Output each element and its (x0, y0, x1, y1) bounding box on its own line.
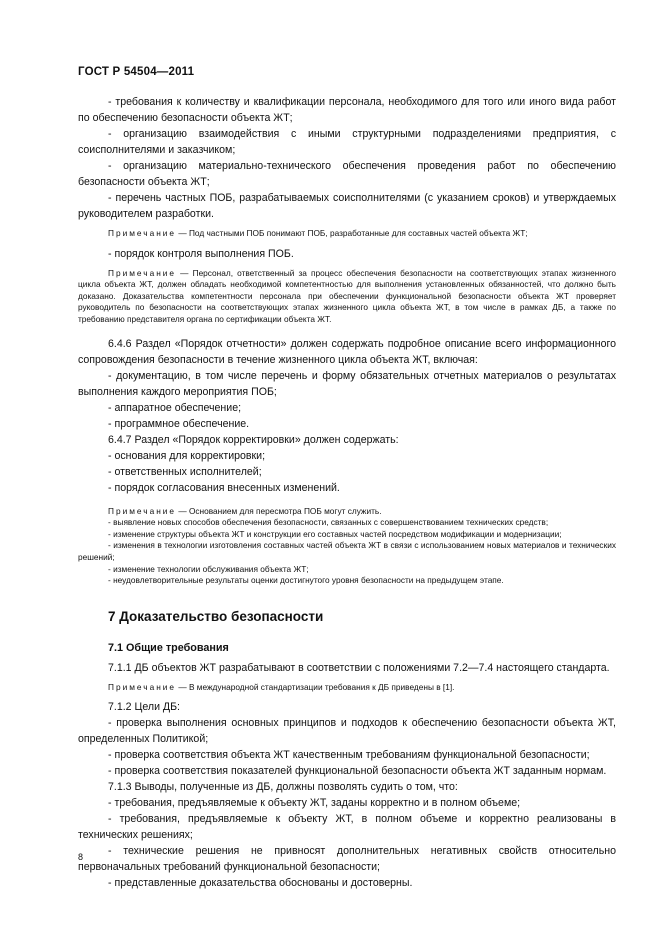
paragraph-6-4-7: 6.4.7 Раздел «Порядок корректировки» должен содержать: (108, 433, 399, 446)
list-item: - перечень частных ПОБ, разрабатываемых соисполнителями (с указанием сроков) и утверждаемых руководителем разработки. (78, 192, 616, 220)
note-text: — Персонал, ответственный за процесс обеспечения безопасности на соответствующих этапах жизненного цикла объекта ЖТ, должен обладать необходимой компетентностью для выполнения установленных обязанностей, что должно быть доказано. Доказательства компетентности персонала при обеспечении функциональной безопасности объекта ЖТ проверяет руководитель по безопасности на соответствующих этапах жизненного цикла объекта ЖТ, в том числе в рамках ДБ, а также по требованию представителя органа по сертификации объекта ЖТ. (78, 267, 616, 324)
list-item: - организацию взаимодействия с иными структурными подразделениями предприятия, с соисполнителями и заказчиком; (78, 128, 616, 156)
note-label: Примечание (108, 681, 177, 692)
list-item: - технические решения не привносят дополнительных негативных свойств относительно первоначальных требований функциональной безопасности; (78, 845, 616, 874)
note-list-item: - выявление новых способов обеспечения безопасности, связанных с совершенствованием технических средств; (108, 517, 549, 528)
note-text: — В международной стандартизации требования к ДБ приведены в [1]. (176, 681, 455, 692)
section-title: 7 Доказательство безопасности (108, 608, 324, 624)
list-item: - требования, предъявляемые к объекту ЖТ, заданы корректно и в полном объеме; (108, 797, 521, 810)
note-paragraph (78, 268, 616, 326)
note-text: — Под частными ПОБ понимают ПОБ, разработанные для составных частей объекта ЖТ; (176, 228, 528, 238)
note-label: Примечание (108, 228, 177, 238)
paragraph-6-4-6: 6.4.6 Раздел «Порядок отчетности» должен содержать подробное описание всего информационного сопровождения безопасности в течение жизненного цикла объекта ЖТ, включая: (78, 337, 616, 366)
list-item: - документацию, в том числе перечень и форму обязательных отчетных материалов о результатах выполнения каждого мероприятия ПОБ; (78, 369, 616, 398)
list-item: - представленные доказательства обоснованы и достоверны. (108, 877, 413, 890)
note-label: Примечание (108, 505, 177, 516)
list-item: - порядок контроля выполнения ПОБ. (108, 247, 294, 260)
list-item: - организацию материально-технического обеспечения проведения работ по обеспечению безопасности объекта ЖТ; (78, 160, 616, 188)
list-item: - порядок согласования внесенных изменений. (108, 481, 340, 494)
note-list-item: - изменения в технологии изготовления составных частей объекта ЖТ в связи с использованием новых материалов и технических решений; (78, 540, 616, 562)
list-item: - проверка соответствия объекта ЖТ качественным требованиям функциональной безопасности; (108, 749, 590, 762)
list-item: - ответственных исполнителей; (108, 465, 262, 478)
list-item: - требования, предъявляемые к объекту ЖТ, в полном объеме и корректно реализованы в технических решениях; (78, 813, 616, 842)
paragraph-7-1-3: 7.1.3 Выводы, полученные из ДБ, должны позволять судить о том, что: (108, 781, 458, 794)
paragraph-7-1-2: 7.1.2 Цели ДБ: (108, 701, 180, 714)
page-number: 8 (78, 852, 84, 862)
list-item: - основания для корректировки; (108, 449, 266, 462)
note-text: — Основанием для пересмотра ПОБ могут служить. (176, 505, 382, 516)
note-list-item: - изменение структуры объекта ЖТ и конструкции его составных частей посредством модификации и модернизации; (108, 528, 562, 539)
document-header: ГОСТ Р 54504—2011 (78, 66, 195, 78)
subsection-title: 7.1 Общие требования (108, 641, 229, 654)
note-paragraph (78, 228, 616, 240)
list-item: - проверка соответствия показателей функциональной безопасности объекта ЖТ заданным нормам. (108, 765, 607, 778)
paragraph-7-1-1: 7.1.1 ДБ объектов ЖТ разрабатывают в соответствии с положениями 7.2—7.4 настоящего стандарта. (108, 661, 610, 674)
note-list-item: - неудовлетворительные результаты оценки достигнутого уровня безопасности на предыдущем этапе. (108, 575, 504, 586)
note-paragraph (78, 682, 616, 694)
note-list-item: - изменение технологии обслуживания объекта ЖТ; (108, 563, 309, 574)
document-body (78, 94, 616, 891)
list-item: - проверка выполнения основных принципов и подходов к обеспечению безопасности объекта ЖТ, определенных Политикой; (78, 717, 616, 746)
list-item: - программное обеспечение. (108, 417, 250, 430)
list-item: - аппаратное обеспечение; (108, 401, 242, 414)
note-paragraph (78, 506, 616, 518)
list-item: - требования к количеству и квалификации персонала, необходимого для того или иного вида работ по обеспечению безопасности объекта ЖТ; (78, 96, 616, 124)
note-label: Примечание (108, 267, 177, 278)
